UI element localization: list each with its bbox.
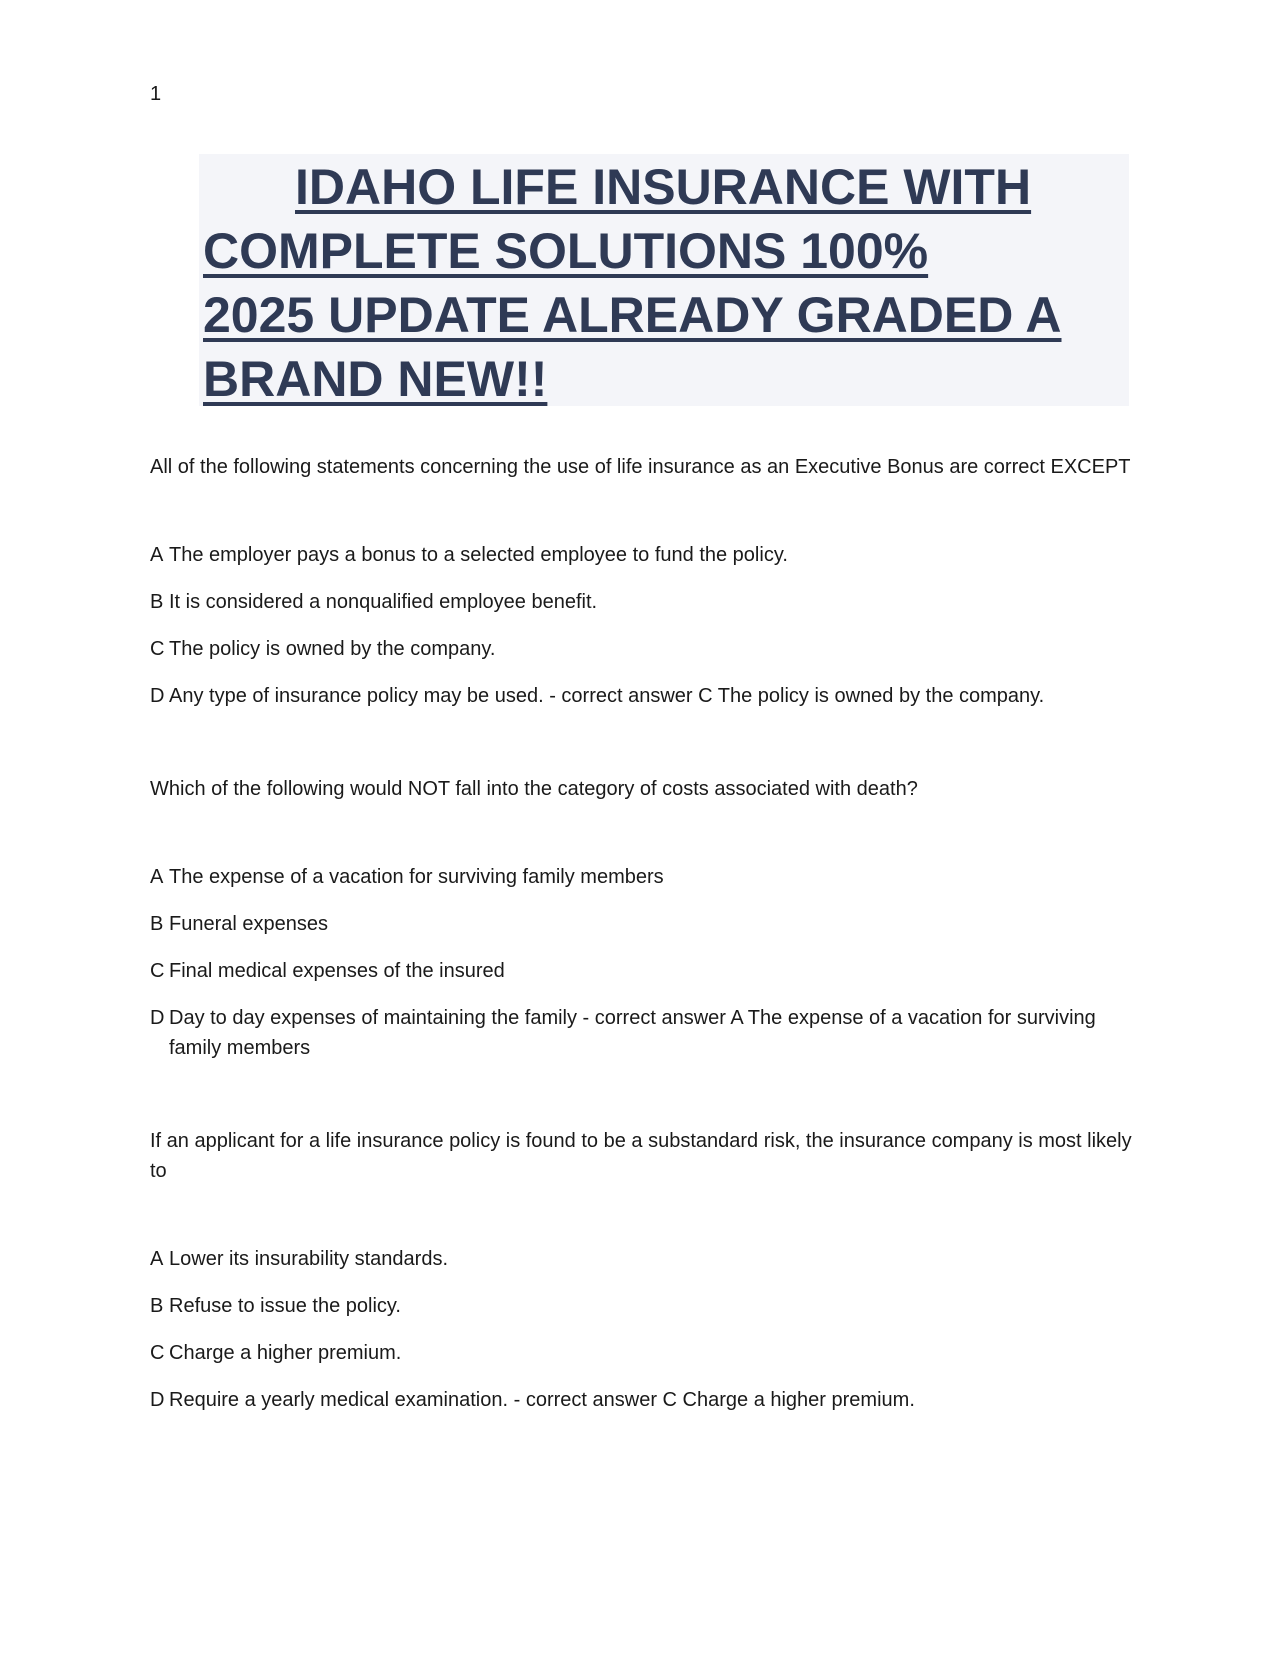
option-text: Any type of insurance policy may be used. - correct answer C The policy is owned by the company.: [169, 685, 1045, 707]
title-line: IDAHO LIFE INSURANCE WITH: [295, 159, 1032, 215]
option-letter: B: [150, 1295, 164, 1317]
answer-options: [150, 1244, 1140, 1415]
question-block: [150, 774, 1140, 1063]
answer-option: [150, 1385, 1140, 1415]
option-text: The employer pays a bonus to a selected employee to fund the policy.: [169, 544, 788, 566]
option-text: Require a yearly medical examination. - correct answer C Charge a higher premium.: [169, 1389, 915, 1411]
option-text: The expense of a vacation for surviving family members: [169, 866, 664, 888]
option-letter: B: [150, 913, 164, 935]
question-block: [150, 1126, 1140, 1415]
answer-option: [150, 1244, 1140, 1274]
answer-option: [150, 634, 1140, 664]
answer-options: [150, 862, 1140, 1063]
answer-option: [150, 1003, 1140, 1063]
title-line: 2025 UPDATE ALREADY GRADED A: [203, 287, 1062, 343]
answer-option: [150, 1291, 1140, 1321]
question-text: Which of the following would NOT fall into the category of costs associated with death?: [150, 778, 918, 800]
option-letter: D: [150, 1389, 165, 1411]
answer-option: [150, 681, 1140, 711]
document-title: [203, 155, 1123, 411]
option-letter: D: [150, 1007, 165, 1029]
option-letter: A: [150, 544, 164, 566]
question-block: [150, 452, 1140, 711]
option-text: It is considered a nonqualified employee benefit.: [169, 591, 598, 613]
option-letter: B: [150, 591, 164, 613]
answer-option: [150, 587, 1140, 617]
option-text: Lower its insurability standards.: [169, 1248, 449, 1270]
option-text: Funeral expenses: [169, 913, 328, 935]
answer-options: [150, 540, 1140, 711]
option-text: The policy is owned by the company.: [169, 638, 496, 660]
question-text: All of the following statements concerning the use of life insurance as an Executive Bonus are correct EXCEPT: [150, 456, 1131, 478]
option-text: Final medical expenses of the insured: [169, 960, 505, 982]
answer-option: [150, 956, 1140, 986]
option-letter: D: [150, 685, 165, 707]
answer-option: [150, 1338, 1140, 1368]
option-text: Day to day expenses of maintaining the family - correct answer A The expense of a vacation for surviving family members: [169, 1007, 1096, 1059]
option-text: Refuse to issue the policy.: [169, 1295, 401, 1317]
option-letter: A: [150, 866, 164, 888]
answer-option: [150, 540, 1140, 570]
option-letter: A: [150, 1248, 164, 1270]
questions-section: [150, 452, 1140, 1415]
option-letter: C: [150, 638, 165, 660]
page-number: 1: [150, 83, 162, 105]
question-text: If an applicant for a life insurance policy is found to be a substandard risk, the insurance company is most likely to: [150, 1130, 1132, 1182]
option-text: Charge a higher premium.: [169, 1342, 402, 1364]
option-letter: C: [150, 1342, 165, 1364]
answer-option: [150, 909, 1140, 939]
answer-option: [150, 862, 1140, 892]
option-letter: C: [150, 960, 165, 982]
title-line: COMPLETE SOLUTIONS 100%: [203, 223, 929, 279]
title-line: BRAND NEW!!: [203, 351, 548, 407]
